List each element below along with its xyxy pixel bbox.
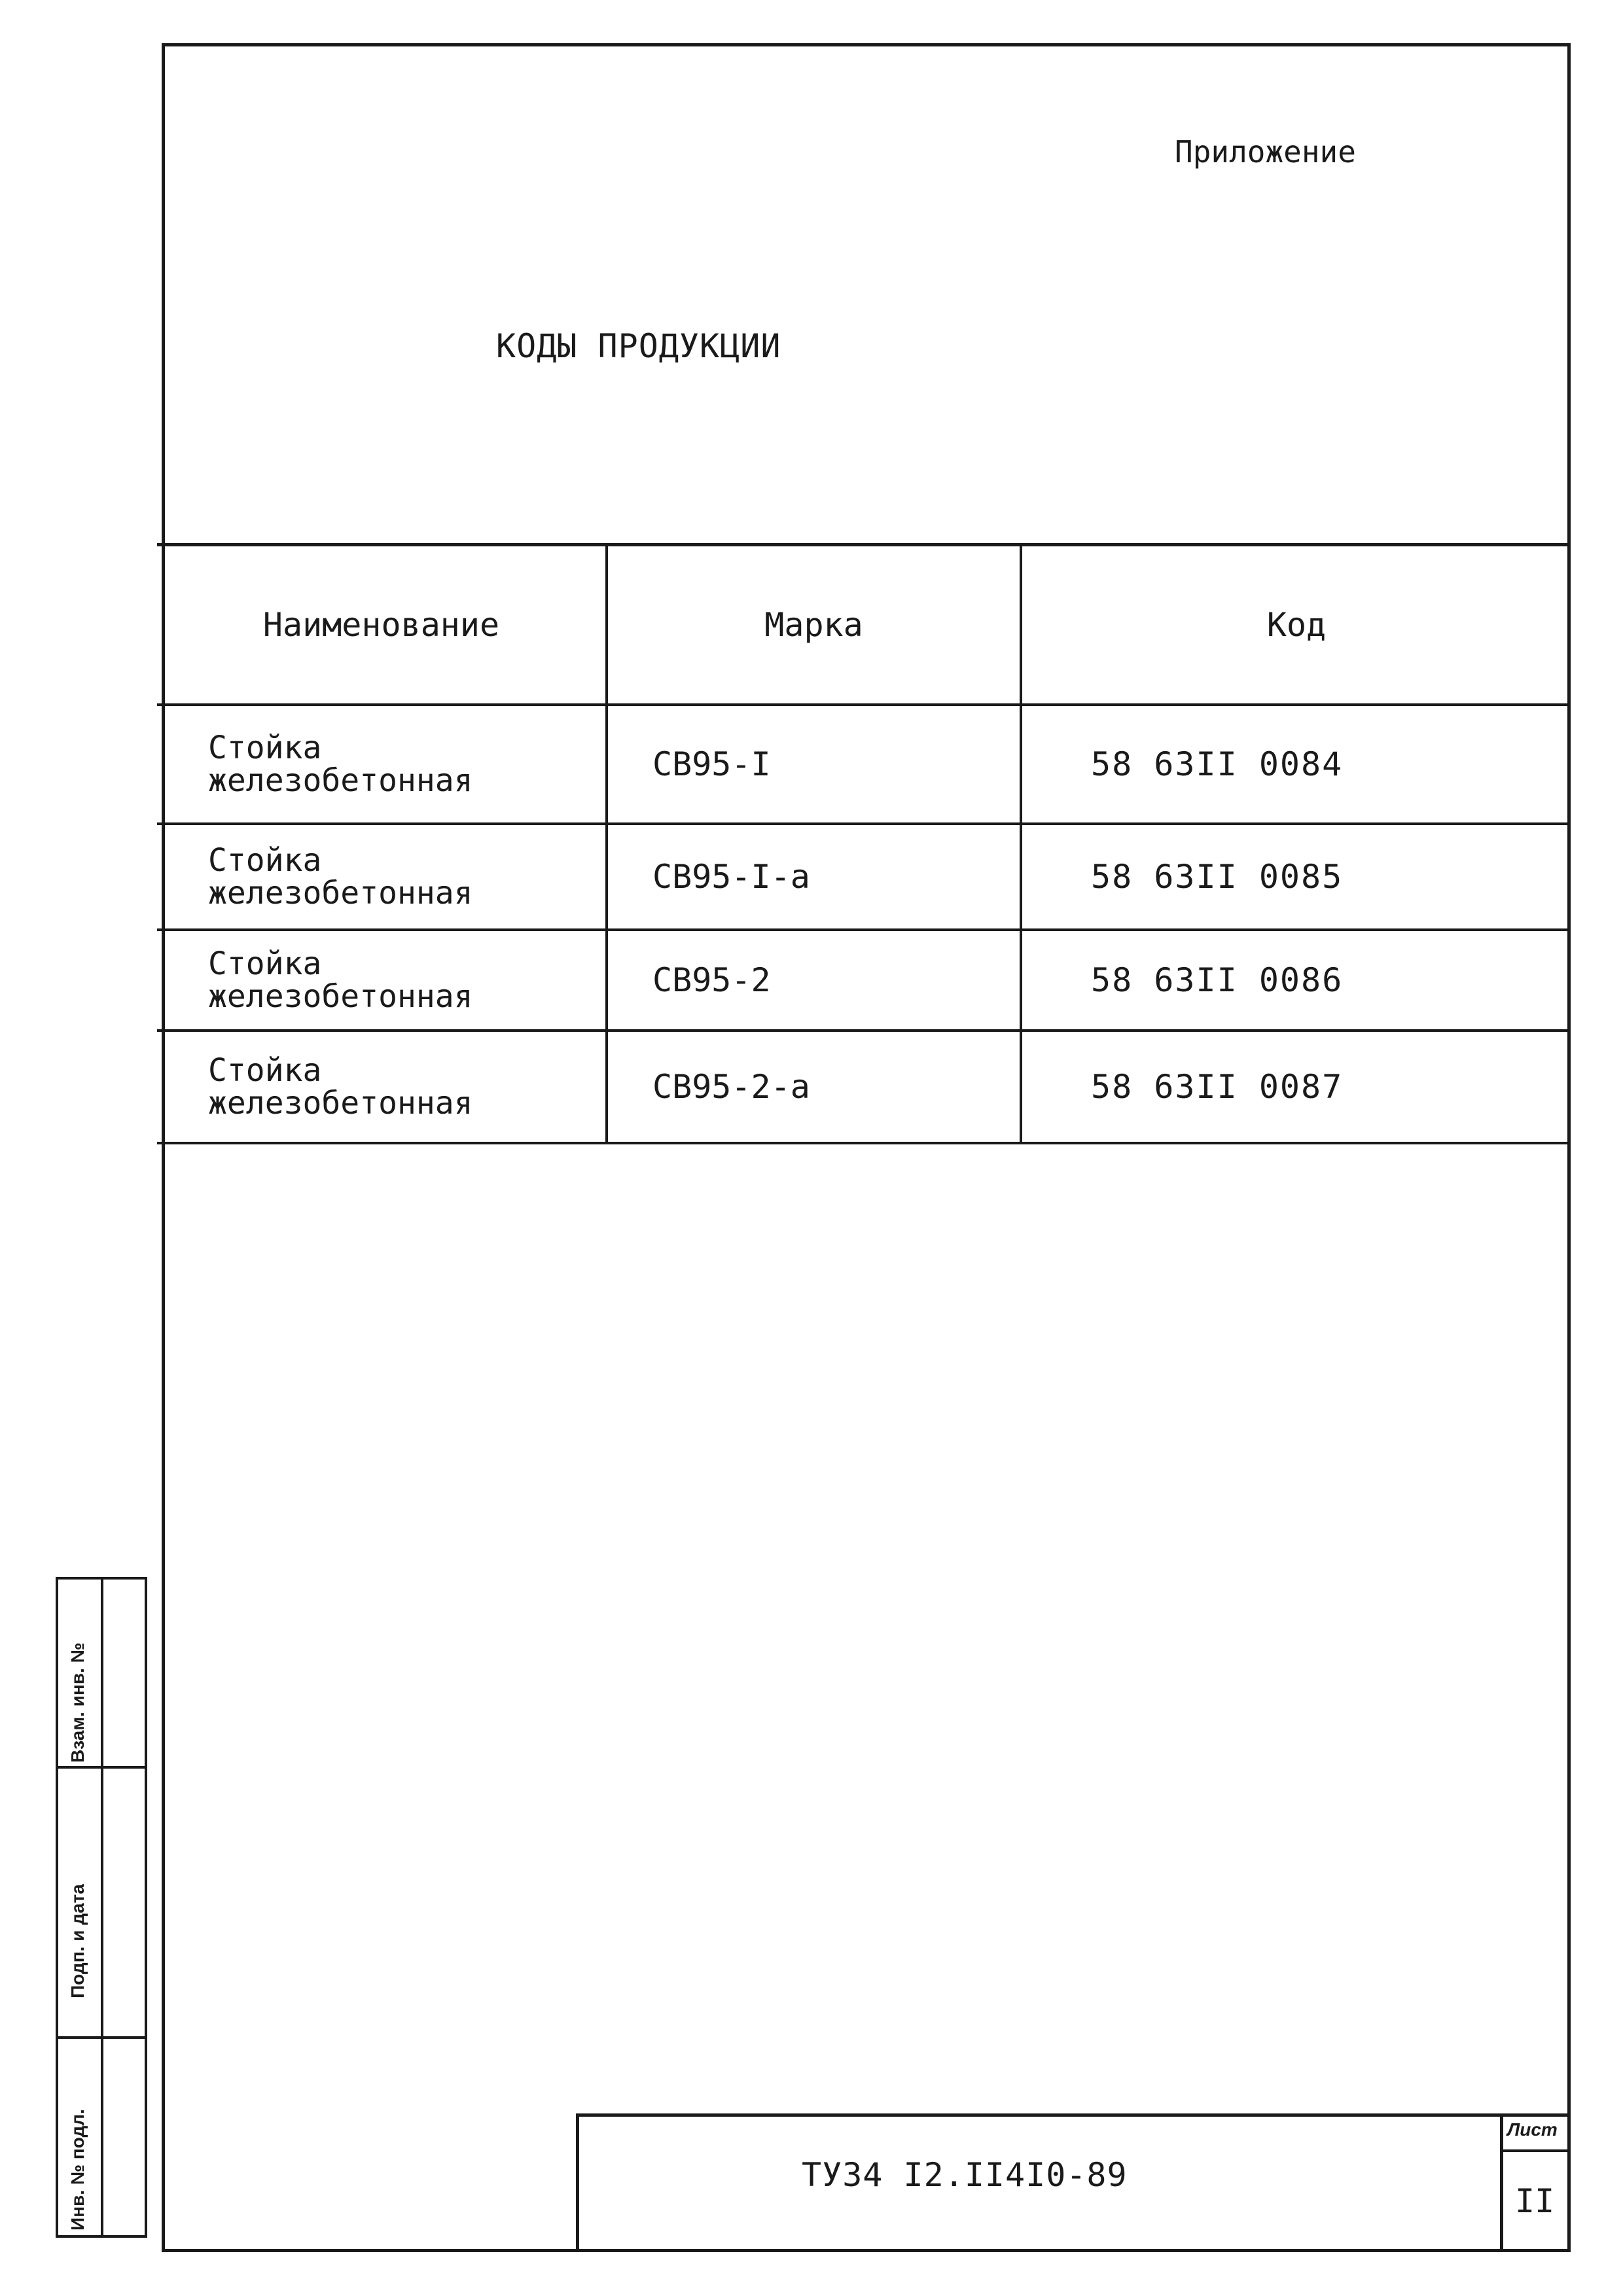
product-mark-cell: СВ95-2 bbox=[607, 930, 1021, 1031]
product-name-line1: Стойка bbox=[208, 945, 322, 982]
appendix-label: Приложение bbox=[1175, 134, 1356, 169]
product-name-line2: железобетонная bbox=[208, 1085, 473, 1122]
product-name-cell bbox=[157, 705, 607, 824]
side-strip-inner-line bbox=[101, 1580, 103, 2235]
table-row bbox=[157, 705, 1571, 824]
product-name-line1: Стойка bbox=[208, 730, 322, 766]
sheet-label: Лист bbox=[1507, 2119, 1558, 2140]
sheet-separator bbox=[1503, 2149, 1571, 2152]
column-header-name: Наименование bbox=[157, 545, 607, 705]
sheet-number: II bbox=[1515, 2182, 1555, 2220]
original-inventory-label: Инв. № подл. bbox=[67, 2109, 88, 2231]
side-strip-divider bbox=[58, 1766, 145, 1769]
title-block bbox=[576, 2113, 1571, 2252]
table-row bbox=[157, 930, 1571, 1031]
product-codes-table bbox=[157, 543, 1571, 1144]
table-header-row bbox=[157, 545, 1571, 705]
replacement-inventory-label: Взам. инв. № bbox=[67, 1642, 88, 1763]
product-name-line2: железобетонная bbox=[208, 978, 473, 1015]
column-header-code: Код bbox=[1021, 545, 1571, 705]
product-code-cell: 58 63II 0084 bbox=[1021, 705, 1571, 824]
product-name-line1: Стойка bbox=[208, 842, 322, 879]
table-row bbox=[157, 824, 1571, 930]
document-code: ТУ34 I2.II4I0-89 bbox=[802, 2156, 1128, 2194]
page-title: КОДЫ ПРОДУКЦИИ bbox=[496, 327, 781, 365]
product-name-cell bbox=[157, 930, 607, 1031]
product-mark-cell: СВ95-I-а bbox=[607, 824, 1021, 930]
product-code-cell: 58 63II 0085 bbox=[1021, 824, 1571, 930]
page-frame bbox=[162, 43, 1571, 2252]
product-code-cell: 58 63II 0087 bbox=[1021, 1031, 1571, 1143]
product-name-line2: железобетонная bbox=[208, 762, 473, 799]
table-row bbox=[157, 1031, 1571, 1143]
side-strip-divider bbox=[58, 2036, 145, 2039]
product-code-cell: 58 63II 0086 bbox=[1021, 930, 1571, 1031]
product-name-cell bbox=[157, 1031, 607, 1143]
product-mark-cell: СВ95-I bbox=[607, 705, 1021, 824]
column-header-mark: Марка bbox=[607, 545, 1021, 705]
sheet-box bbox=[1500, 2117, 1571, 2252]
side-stamp-strip bbox=[56, 1577, 147, 2238]
product-name-cell bbox=[157, 824, 607, 930]
signature-date-label: Подп. и дата bbox=[67, 1884, 88, 1998]
product-name-line2: железобетонная bbox=[208, 875, 473, 911]
product-name-line1: Стойка bbox=[208, 1052, 322, 1089]
product-mark-cell: СВ95-2-а bbox=[607, 1031, 1021, 1143]
